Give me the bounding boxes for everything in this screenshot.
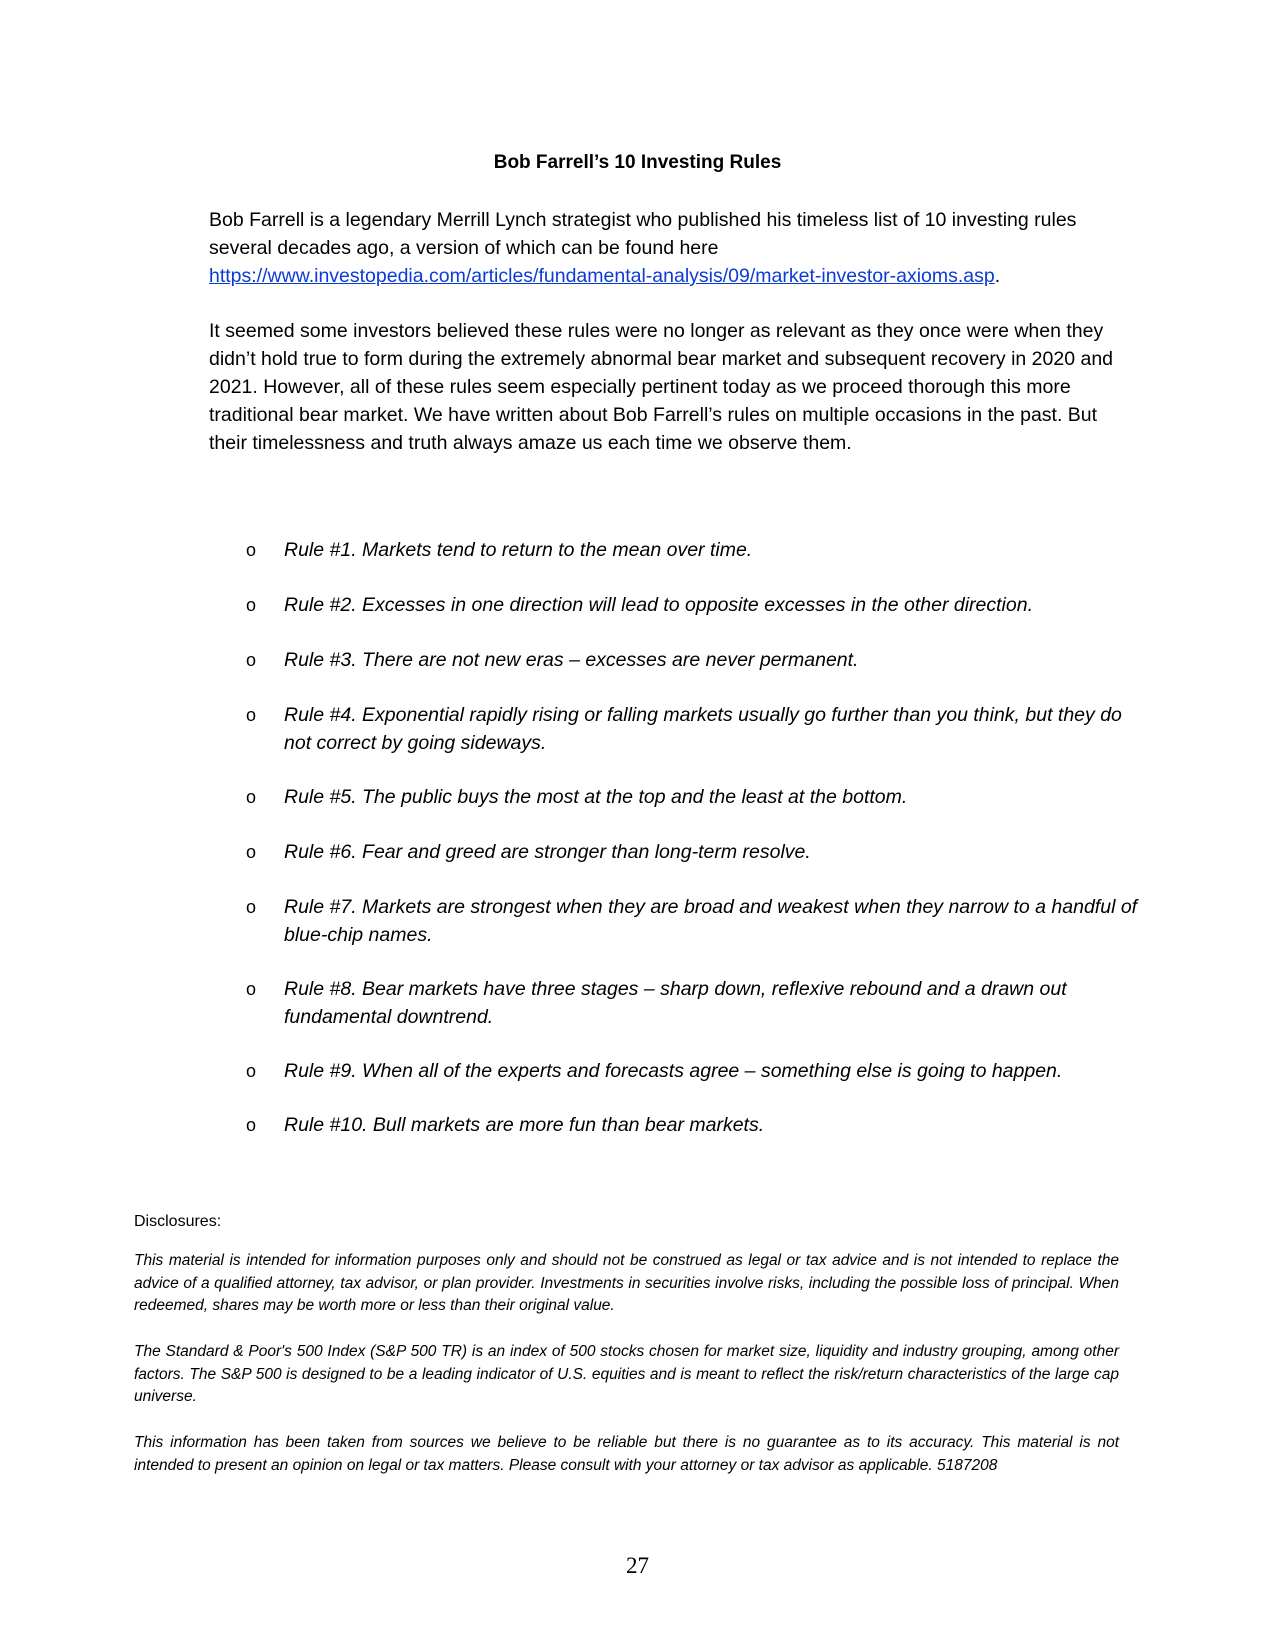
bullet-icon: o <box>246 540 257 560</box>
rule-text: Rule #8. Bear markets have three stages – sharp down, reflexive rebound and a drawn out fundamental downtrend. <box>284 978 1067 1028</box>
disclosures-heading: Disclosures: <box>134 1213 222 1230</box>
rule-text: Rule #6. Fear and greed are stronger than long-term resolve. <box>284 841 811 863</box>
bullet-icon: o <box>246 842 257 862</box>
bullet-icon: o <box>246 979 257 999</box>
bullet-icon: o <box>246 650 257 670</box>
intro-period: . <box>994 265 1001 287</box>
rule-text: Rule #10. Bull markets are more fun than bear markets. <box>284 1114 765 1136</box>
rule-text: Rule #4. Exponential rapidly rising or falling markets usually go further than you think, but they do not correct by going sideways. <box>284 704 1122 754</box>
rule-text: Rule #1. Markets tend to return to the mean over time. <box>284 539 753 561</box>
bullet-icon: o <box>246 1061 257 1081</box>
bullet-icon: o <box>246 1115 257 1135</box>
bullet-icon: o <box>246 897 257 917</box>
rule-text: Rule #5. The public buys the most at the top and the least at the bottom. <box>284 786 908 808</box>
context-paragraph: It seemed some investors believed these rules were no longer as relevant as they once were when they didn’t hold true to form during the extremely abnormal bear market and subsequent recovery in 2020 and 2021. However, all of these rules seem especially pertinent today as we proceed thorough this more traditional bear market. We have written about Bob Farrell’s rules on multiple occasions in the past. But their timelessness and truth always amaze us each time we observe them. <box>209 320 1114 454</box>
intro-text: Bob Farrell is a legendary Merrill Lynch strategist who published his timeless list of 10 investing rules several decades ago, a version of which can be found here <box>209 209 1077 259</box>
rule-text: Rule #2. Excesses in one direction will lead to opposite excesses in the other direction. <box>284 594 1033 616</box>
intro-paragraph <box>209 206 1124 290</box>
bullet-icon: o <box>246 705 257 725</box>
disclosure-paragraph: This material is intended for information purposes only and should not be construed as legal or tax advice and is not intended to replace the advice of a qualified attorney, tax advisor, or plan provider. Investments in securities involve risks, including the possible loss of principal. When redeemed, shares may be worth more or less than their original value. <box>134 1252 1119 1315</box>
rule-text: Rule #7. Markets are strongest when they are broad and weakest when they narrow to a handful of blue-chip names. <box>284 896 1138 946</box>
rule-text: Rule #9. When all of the experts and forecasts agree – something else is going to happen. <box>284 1060 1063 1082</box>
disclosure-paragraph: The Standard & Poor's 500 Index (S&P 500 TR) is an index of 500 stocks chosen for market size, liquidity and industry grouping, among other factors. The S&P 500 is designed to be a leading indicator of U.S. equities and is meant to reflect the risk/return characteristics of the large cap universe. <box>134 1343 1119 1406</box>
disclosure-paragraph: This information has been taken from sources we believe to be reliable but there is no guarantee as to its accuracy. This material is not intended to present an opinion on legal or tax matters. Please consult with your attorney or tax advisor as applicable. 5187208 <box>134 1434 1119 1474</box>
page-title: Bob Farrell’s 10 Investing Rules <box>493 152 782 173</box>
bullet-icon: o <box>246 787 257 807</box>
rule-text: Rule #3. There are not new eras – excesses are never permanent. <box>284 649 859 671</box>
bullet-icon: o <box>246 595 257 615</box>
investopedia-link[interactable]: https://www.investopedia.com/articles/fundamental-analysis/09/market-investor-axioms.asp <box>209 265 995 287</box>
page-number: 27 <box>626 1553 649 1578</box>
